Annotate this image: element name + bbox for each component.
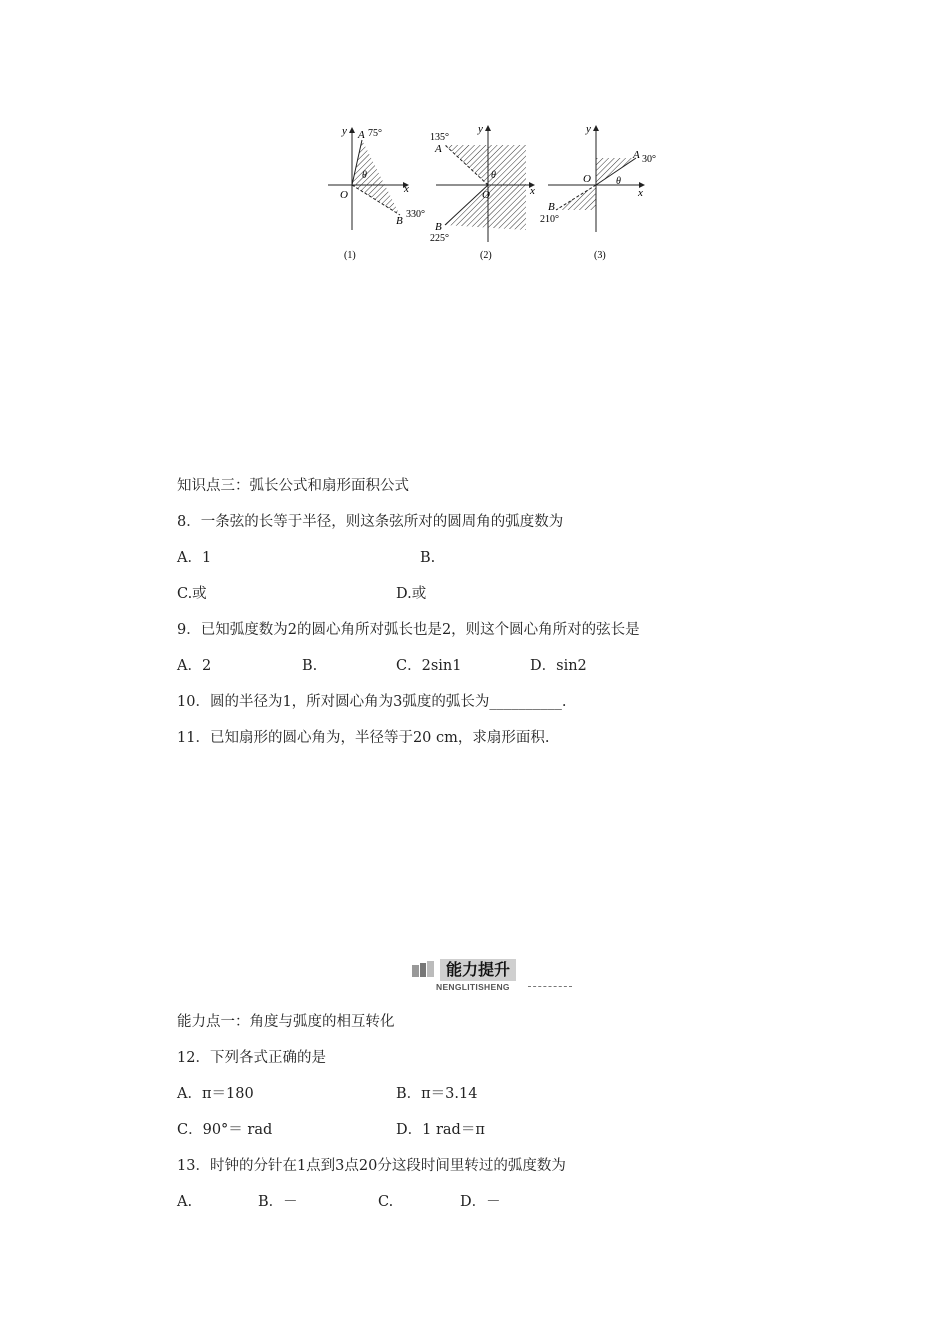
panel-1-angle-b: 330° — [406, 209, 425, 220]
q12-stem: 12．下列各式正确的是 — [177, 1050, 326, 1066]
panel-3-a-label: A — [633, 149, 640, 161]
q12-option-b: B．π＝3.14 — [396, 1086, 478, 1102]
panel-1-y-label: y — [342, 125, 347, 137]
panel-2-a-label: A — [435, 143, 442, 155]
panel-3-angle-a: 30° — [642, 154, 656, 165]
panel-1 — [328, 125, 425, 261]
angle-figure — [300, 110, 660, 270]
q9-stem: 9．已知弧度数为2的圆心角所对弧长也是2，则这个圆心角所对的弦长是 — [177, 622, 640, 638]
panel-2-angle-b: 225° — [430, 233, 449, 244]
q13-option-d: D．－ — [460, 1194, 501, 1210]
panel-2-angle-a: 135° — [430, 132, 449, 143]
q12-option-a: A．π＝180 — [177, 1086, 254, 1102]
book-icon — [410, 959, 436, 981]
panel-3-theta: θ — [616, 176, 621, 187]
section-3-heading: 知识点三：弧长公式和扇形面积公式 — [177, 478, 409, 494]
panel-1-caption: (1) — [344, 250, 356, 261]
panel-2-theta: θ — [491, 170, 496, 181]
q9-option-a: A．2 — [177, 658, 212, 674]
q8-option-b: B. — [420, 550, 436, 566]
panel-2-x-label: x — [530, 185, 535, 197]
q9-option-b: B. — [302, 658, 318, 674]
panel-1-a-label: A — [358, 129, 365, 141]
q8-option-d: D.或 — [396, 586, 427, 602]
angle-figure-svg — [300, 110, 660, 270]
panel-1-b-label: B — [396, 215, 403, 227]
panel-1-x-label: x — [404, 183, 409, 195]
q9-option-c: C．2sin1 — [396, 658, 462, 674]
q13-stem: 13．时钟的分针在1点到3点20分这段时间里转过的弧度数为 — [177, 1158, 566, 1174]
ability-banner — [410, 957, 575, 997]
q8-option-c: C.或 — [177, 586, 207, 602]
banner-subtitle: NENGLITISHENG — [436, 982, 510, 992]
panel-3-angle-b: 210° — [540, 214, 559, 225]
panel-2-y-label: y — [478, 123, 483, 135]
panel-3-y-label: y — [586, 123, 591, 135]
panel-2-b-label: B — [435, 221, 442, 233]
q10-stem: 10．圆的半径为1，所对圆心角为3弧度的弧长为__________. — [177, 694, 567, 710]
q8-stem: 8．一条弦的长等于半径，则这条弦所对的圆周角的弧度数为 — [177, 514, 564, 530]
section-4-heading: 能力点一：角度与弧度的相互转化 — [177, 1014, 395, 1030]
q13-option-b: B．－ — [258, 1194, 298, 1210]
q13-option-c: C. — [378, 1194, 394, 1210]
panel-2 — [430, 123, 535, 261]
panel-3 — [540, 123, 656, 261]
panel-3-b-label: B — [548, 201, 555, 213]
panel-3-x-label: x — [638, 187, 643, 199]
panel-2-caption: (2) — [480, 250, 492, 261]
q13-option-a: A. — [177, 1194, 193, 1210]
panel-1-angle-a: 75° — [368, 128, 382, 139]
panel-1-theta: θ — [362, 170, 367, 181]
q9-option-d: D．sin2 — [530, 658, 587, 674]
q11-stem: 11．已知扇形的圆心角为，半径等于20 cm，求扇形面积. — [177, 730, 550, 746]
panel-3-origin-label: O — [583, 173, 591, 185]
q12-option-c: C．90°＝ rad — [177, 1122, 273, 1138]
panel-2-origin-label: O — [482, 189, 490, 201]
banner-title: 能力提升 — [440, 959, 516, 981]
q8-option-a: A．1 — [177, 550, 212, 566]
panel-3-caption: (3) — [594, 250, 606, 261]
panel-1-origin-label: O — [340, 189, 348, 201]
banner-dash-line — [528, 986, 572, 987]
q12-option-d: D．1 rad＝π — [396, 1122, 485, 1138]
